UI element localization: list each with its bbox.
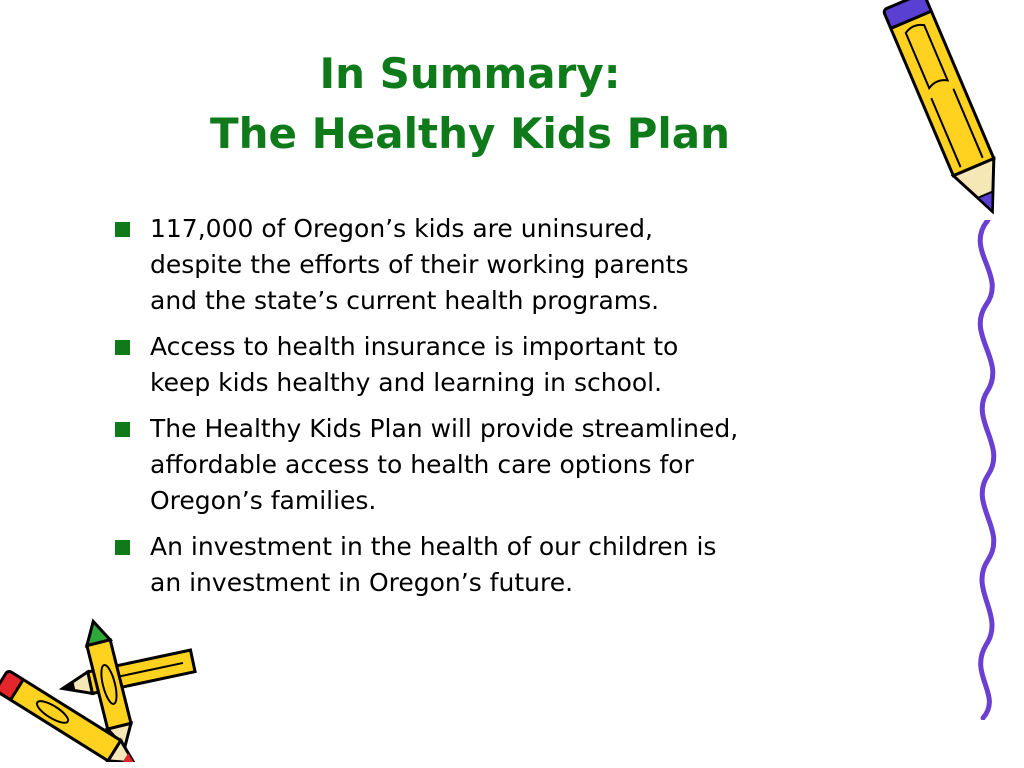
bullet-line: The Healthy Kids Plan will provide streamlined, — [150, 414, 739, 443]
bullet-square-icon — [115, 222, 130, 237]
bullet-line: affordable access to health care options for — [150, 450, 694, 479]
bullet-square-icon — [115, 340, 130, 355]
bullet-line: keep kids healthy and learning in school. — [150, 368, 663, 397]
squiggle-line-icon — [958, 220, 1018, 720]
bullet-square-icon — [115, 422, 130, 437]
bullet-line: An investment in the health of our children is — [150, 532, 717, 561]
bullet-square-icon — [115, 540, 130, 555]
title-line-1: In Summary: — [319, 49, 621, 98]
bullet-line: Oregon’s families. — [150, 486, 377, 515]
bullet-item-3 — [113, 411, 913, 519]
bullet-item-2 — [113, 329, 913, 401]
bullet-line: Access to health insurance is important to — [150, 332, 679, 361]
bullet-line: an investment in Oregon’s future. — [150, 568, 574, 597]
title-line-2: The Healthy Kids Plan — [209, 109, 731, 158]
pencil-icon — [855, 0, 1005, 245]
bullet-line: 117,000 of Oregon’s kids are uninsured, — [150, 214, 654, 243]
crossed-pencils-icon — [0, 612, 210, 762]
bullet-line: despite the efforts of their working parents — [150, 250, 689, 279]
slide-title — [100, 44, 840, 164]
bullet-line: and the state’s current health programs. — [150, 286, 660, 315]
bullet-item-4 — [113, 529, 913, 601]
bullet-item-1 — [113, 211, 913, 319]
bullet-list — [113, 211, 913, 611]
